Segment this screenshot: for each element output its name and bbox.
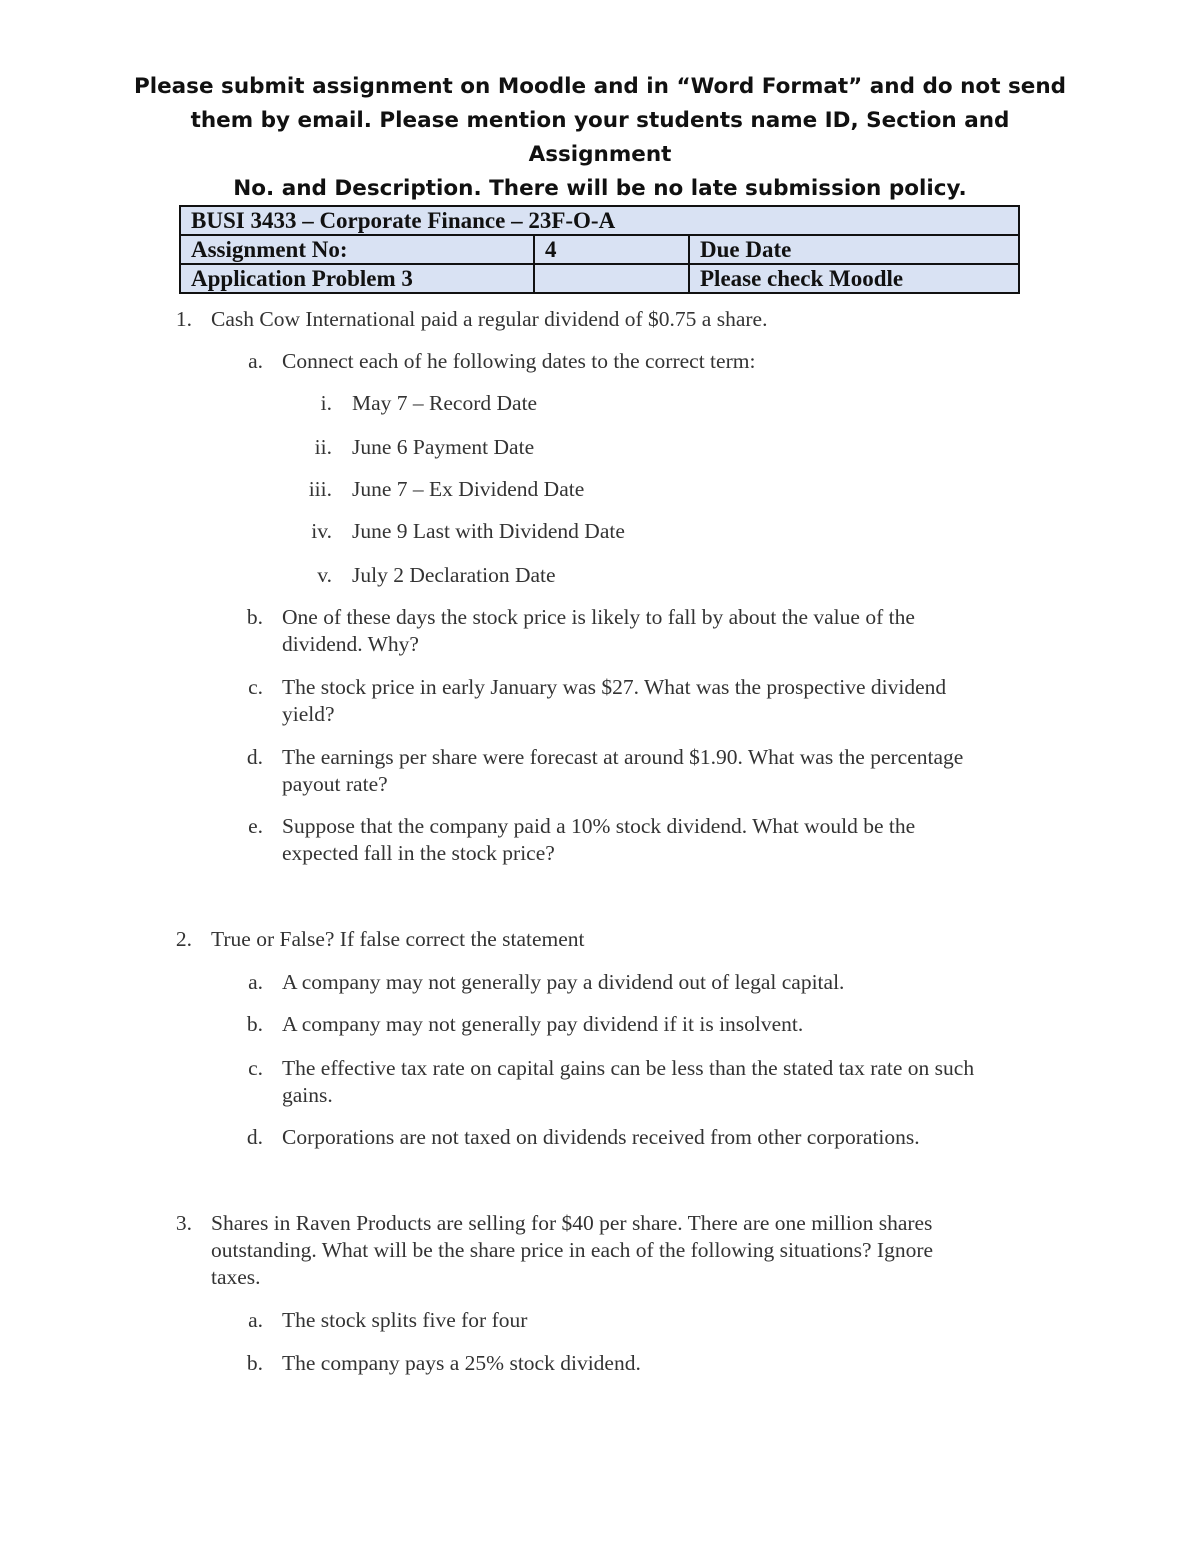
q1b-text-line: One of these days the stock price is likely to fall by about the value of the	[282, 605, 915, 629]
q1c-text-line: yield?	[282, 702, 335, 726]
q3-number: 3.	[175, 1211, 192, 1235]
q3b-marker: b.	[246, 1351, 263, 1375]
q1c-text-line: The stock price in early January was $27. What was the prospective dividend	[282, 675, 947, 699]
due-date-label-cell: Due Date	[689, 235, 1019, 264]
q1a-item-marker: iii.	[308, 477, 332, 501]
q1d-text-line: payout rate?	[282, 772, 388, 796]
table-row	[180, 264, 1019, 293]
q1a-item-text: June 9 Last with Dividend Date	[352, 519, 625, 543]
q1a-item-marker: ii.	[314, 435, 332, 459]
q2d-marker: d.	[246, 1125, 263, 1149]
q1a-item-text: June 7 – Ex Dividend Date	[352, 477, 585, 501]
q1b-marker: b.	[246, 605, 263, 629]
q1e-text-line: expected fall in the stock price?	[282, 841, 555, 865]
assignment-label-cell: Assignment No:	[180, 235, 534, 264]
q2c-marker: c.	[248, 1056, 263, 1080]
q2c-text-line: gains.	[282, 1083, 333, 1107]
notice-line-1: Please submit assignment on Moodle and in “Word Format” and do not send	[133, 74, 1067, 99]
submission-notice	[130, 70, 1070, 206]
q1a-item-marker: v.	[317, 563, 332, 587]
assignment-number-cell: 4	[534, 235, 689, 264]
q3b-text: The company pays a 25% stock dividend.	[282, 1351, 641, 1375]
problem-label-cell: Application Problem 3	[180, 264, 534, 293]
q2a-text: A company may not generally pay a dividend out of legal capital.	[282, 970, 845, 994]
q1a-marker: a.	[248, 349, 263, 373]
q2-number: 2.	[175, 927, 192, 951]
q1a-item-marker: iv.	[311, 519, 332, 543]
course-title-cell: BUSI 3433 – Corporate Finance – 23F-O-A	[180, 206, 1019, 235]
q1-number: 1.	[175, 307, 192, 331]
q3-text-line: outstanding. What will be the share price in each of the following situations? Ignore	[211, 1238, 934, 1262]
q2b-text: A company may not generally pay dividend if it is insolvent.	[282, 1012, 804, 1036]
q1-text: Cash Cow International paid a regular dividend of $0.75 a share.	[211, 307, 768, 331]
q1b-text-line: dividend. Why?	[282, 632, 419, 656]
q1d-text-line: The earnings per share were forecast at around $1.90. What was the percentage	[282, 745, 964, 769]
q3a-text: The stock splits five for four	[282, 1308, 528, 1332]
q1d-marker: d.	[246, 745, 263, 769]
q2-text: True or False? If false correct the statement	[211, 927, 585, 951]
q3a-marker: a.	[248, 1308, 263, 1332]
notice-line-3: No. and Description. There will be no late submission policy.	[233, 176, 967, 201]
problem-value-cell	[534, 264, 689, 293]
q2d-text: Corporations are not taxed on dividends received from other corporations.	[282, 1125, 920, 1149]
q1a-text: Connect each of he following dates to the correct term:	[282, 349, 756, 373]
q1a-item-text: May 7 – Record Date	[352, 391, 538, 415]
q1c-marker: c.	[248, 675, 263, 699]
assignment-header-table	[179, 205, 1020, 294]
due-date-value-cell: Please check Moodle	[689, 264, 1019, 293]
q2b-marker: b.	[246, 1012, 263, 1036]
table-row	[180, 206, 1019, 235]
q3-text-line: Shares in Raven Products are selling for $40 per share. There are one million shares	[211, 1211, 933, 1235]
table-row	[180, 235, 1019, 264]
q1a-item-marker: i.	[320, 391, 332, 415]
q1a-item-text: June 6 Payment Date	[352, 435, 535, 459]
q1a-item-text: July 2 Declaration Date	[352, 563, 556, 587]
q2c-text-line: The effective tax rate on capital gains can be less than the stated tax rate on such	[282, 1056, 975, 1080]
q2a-marker: a.	[248, 970, 263, 994]
q1e-marker: e.	[248, 814, 263, 838]
q1e-text-line: Suppose that the company paid a 10% stock dividend. What would be the	[282, 814, 916, 838]
notice-line-2: them by email. Please mention your students name ID, Section and Assignment	[190, 108, 1010, 167]
q3-text-line: taxes.	[211, 1265, 261, 1289]
